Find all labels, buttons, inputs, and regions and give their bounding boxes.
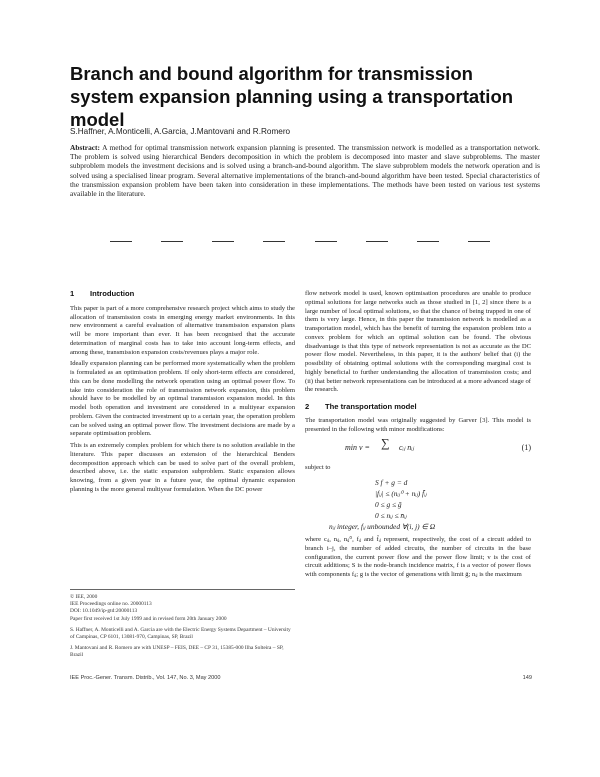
model-intro: The transportation model was originally suggested by Garver [3]. This model is presented in the following with minor modifications: [305,416,531,433]
constraint-list [305,477,531,532]
intro-continued: flow network model is used, known optimisation procedures are unable to produce optimal solutions for large networks such as those studied in [1, 2] since there is a large number of local optimal solutions, so that the chance of being trapped in one of them is very large. Hence, in this paper the transmission network is modelled as a transportation model, which has the benefit of turning the expansion problem into a convex problem for which an optimal solution can be found. The obvious disadvantage is that this type of network representation is not as accurate as the DC power flow model. Nevertheless, in this paper, it is the authors' belief that (i) the possibility of obtaining optimal solutions with the corresponding marginal cost is highly beneficial to further understanding the allocation of transmission costs; and (ii) that better network representations can be introduced at a more advanced stage of the research. [305,290,531,394]
sum-symbol: ∑ [381,436,390,451]
journal-online-line: IEE Proceedings online no. 20000113 [70,601,152,608]
equation-rhs: cᵢⱼ nᵢⱼ [399,443,414,453]
section-2-heading [305,403,531,412]
section-separator [110,241,490,243]
equation-lhs: min v = [345,443,370,453]
objective-equation [305,438,531,460]
left-column [70,290,295,495]
paper-title: Branch and bound algorithm for transmission system expansion planning using a transportation model [70,63,514,130]
constraint-balance: S f + g = d [375,478,408,487]
section-2-number: 2 [305,402,310,411]
abstract-text: A method for optimal transmission network expansion planning is presented. The transmission network is modelled as a transportation network. The problem is solved using hierarchical Benders decomposition in which the problem is decomposed into master and slave subproblems. The master subproblem models the investment decisions and is solved using a branch-and-bound algorithm. The slave subproblem models the network operation and is solved using a specialised linear program. Several alternative implementations of the branch-and-bound algorithm have been tested. Special characteristics of the transmission expansion problem have been taken into consideration in these implementations. The methods have been tested on various test systems available in the literature. [70,143,540,199]
footnote-block [70,589,295,660]
intro-paragraph-2: Ideally expansion planning can be performed more systematically when the problem is formulated as an optimisation problem. If only short-term effects are considered, this can be done modelling the network operation using an optimal power flow. To take into consideration the role of transmission network expansion, this problem should have to be modelled by an optimal transmission expansion model. In this model both operation and investment are considered in a multiyear expansion problem. Given the contracted investment up to a certain year, the operation problem can be solved using an optimal power flow. The investment decisions are made by a separate optimisation problem. [70,360,295,438]
section-1-number: 1 [70,289,75,298]
abstract [70,143,540,198]
constraint-generation: 0 ≤ g ≤ ḡ [375,500,402,509]
equation-number: (1) [521,443,531,453]
intro-paragraph-1: This paper is part of a more comprehensive research project which aims to study the allocation of transmission costs in emerging energy market environments. In this new environment a careful evaluation of alternative transmission expansion plans will be more important than ever. It has been recognised that the accurate determination of marginal costs has to take into account long-term effects, and among these, transmission expansion costs/revenues plays a major role. [70,304,295,356]
affiliation-2: J. Mantovani and R. Romero are with UNESP – FEIS, DEE – CP 31, 15385-000 Ilha Solteira – SP, Brazil [70,645,284,659]
section-1-heading [70,290,295,299]
section-2-title: The transportation model [325,402,417,411]
subject-to-label: subject to [305,464,331,472]
author-list: S.Haffner, A.Monticelli, A.Garcia, J.Mantovani and R.Romero [70,127,291,136]
affiliation-1: S. Haffner, A. Monticelli and A. Garcia are with the Electric Energy Systems Department – University of Campinas, CP 6101, 13081-970, Campinas, SP, Brazil [70,626,291,641]
page-number: 149 [522,675,532,681]
section-1-title: Introduction [90,289,135,298]
constraint-circuits: 0 ≤ nᵢⱼ ≤ n̄ᵢⱼ [375,511,407,520]
intro-paragraph-3: This is an extremely complex problem for which there is no solution available in the literature. This paper discusses an extension of the hierarchical Benders decomposition approach which can be used to solve part of the overall problem, described above, i.e. the static expansion subproblem. Static expansion allows knowing, from a given year in a future year, the optimal dynamic expansion planning is the more general multiyear formulation. When the DC power [70,442,295,493]
constraint-integer: nᵢⱼ integer, fᵢⱼ unbounded ∀(i, j) ∈ Ω [329,522,436,531]
variable-definitions: where cᵢⱼ, nᵢⱼ, nᵢⱼ⁰, fᵢⱼ and f̄ᵢⱼ represent, respectively, the cost of a circuit added to branch i–j, the number of added circuits, the number of circuits in the base configuration, the current power flow and the power flow limit; v is the cost of circuit additions; S is the node-branch incidence matrix, f is a vector of power flows with components fᵢⱼ; g is the vector of generations with limit ḡ; nᵢⱼ is the maximum [305,536,531,578]
copyright-line: © IEE, 2000 [70,594,98,600]
constraint-flow-limit: |fᵢⱼ| ≤ (nᵢⱼ⁰ + nᵢⱼ) f̄ᵢⱼ [375,489,427,498]
right-column [305,290,531,580]
abstract-label: Abstract: [70,143,100,152]
doi-line: DOI: 10.1049/ip-gtd:20000113 [70,608,138,615]
page-footer [70,675,532,681]
journal-footer: IEE Proc.-Gener. Transm. Distrib., Vol. 147, No. 3, May 2000 [70,675,221,681]
received-line: Paper first received 1st July 1999 and in revised form 20th January 2000 [70,615,227,622]
